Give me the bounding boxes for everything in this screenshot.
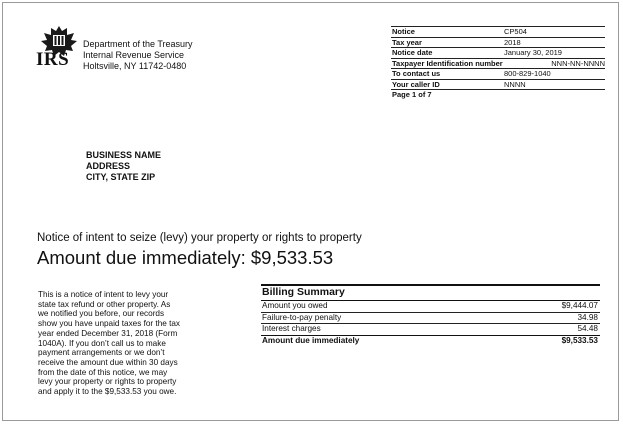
notice-row-page	[391, 90, 605, 100]
notice-row-caller-id	[391, 80, 605, 91]
billing-label: Failure-to-pay penalty	[262, 312, 342, 322]
agency-address	[83, 39, 193, 72]
notice-row-notice-date	[391, 48, 605, 59]
billing-label: Amount due immediately	[262, 335, 360, 345]
notice-label: Notice	[392, 27, 415, 36]
billing-row	[261, 313, 600, 325]
agency-line: Internal Revenue Service	[83, 50, 185, 60]
agency-line: Holtsville, NY 11742-0480	[83, 61, 187, 71]
notice-label: Your caller ID	[392, 79, 440, 89]
notice-value: 2018	[504, 37, 521, 47]
billing-summary-table	[261, 284, 600, 346]
recipient-address	[86, 150, 161, 183]
paragraph-line: 1040A). If you don’t call us to make	[38, 338, 166, 348]
notice-info-table	[391, 26, 605, 100]
amount-due-heading: Amount due immediately: $9,533.53	[37, 247, 334, 268]
notice-label: Page 1 of 7	[392, 90, 432, 99]
notice-label: Notice date	[392, 48, 433, 57]
address-line: BUSINESS NAME	[86, 150, 162, 160]
paragraph-line: levy your property or rights to property	[38, 377, 177, 387]
notice-value: CP504	[504, 27, 527, 36]
billing-label: Amount you owed	[262, 301, 328, 310]
paragraph-line: and apply it to the $9,533.53 you owe.	[38, 387, 177, 397]
notice-value: NNN-NN-NNNN	[551, 58, 605, 68]
paragraph-line: This is a notice of intent to levy your	[38, 290, 169, 299]
paragraph-line: from the date of this notice, we may	[38, 367, 168, 377]
paragraph-line: show you have unpaid taxes for the tax	[38, 319, 181, 329]
billing-value: $9,533.53	[561, 335, 598, 345]
billing-row	[261, 324, 600, 336]
paragraph-line: receive the amount due within 30 days	[38, 357, 178, 367]
notice-label: Tax year	[392, 37, 422, 47]
notice-label: To contact us	[392, 69, 441, 78]
billing-row-total	[261, 336, 600, 347]
billing-value: $9,444.07	[561, 301, 598, 310]
notice-value: NNNN	[504, 79, 526, 89]
address-line: ADDRESS	[86, 161, 131, 171]
irs-wordmark: IRS	[36, 49, 70, 70]
billing-label: Interest charges	[262, 324, 321, 333]
billing-row	[261, 301, 600, 313]
notice-paragraph	[38, 290, 233, 397]
paragraph-line: payment arrangements or we don’t	[38, 348, 165, 358]
notice-value: January 30, 2019	[504, 48, 562, 57]
paragraph-line: year ended December 31, 2018 (Form	[38, 328, 178, 338]
billing-value: 34.98	[577, 312, 598, 322]
notice-intent-title: Notice of intent to seize (levy) your property or rights to property	[37, 232, 362, 244]
paragraph-line: we notified you before, our records	[38, 309, 165, 319]
address-line: CITY, STATE ZIP	[86, 172, 156, 182]
tax-notice-page	[2, 2, 619, 421]
paragraph-line: state tax refund or other property. As	[38, 299, 171, 309]
notice-row-tin	[391, 59, 605, 70]
notice-row-notice	[391, 26, 605, 38]
notice-row-tax-year	[391, 38, 605, 49]
notice-row-contact	[391, 69, 605, 80]
notice-label: Taxpayer Identification number	[392, 58, 503, 68]
agency-line: Department of the Treasury	[83, 39, 193, 49]
notice-value: 800-829-1040	[504, 69, 551, 78]
billing-summary-title: Billing Summary	[261, 284, 600, 301]
billing-value: 54.48	[577, 324, 598, 333]
